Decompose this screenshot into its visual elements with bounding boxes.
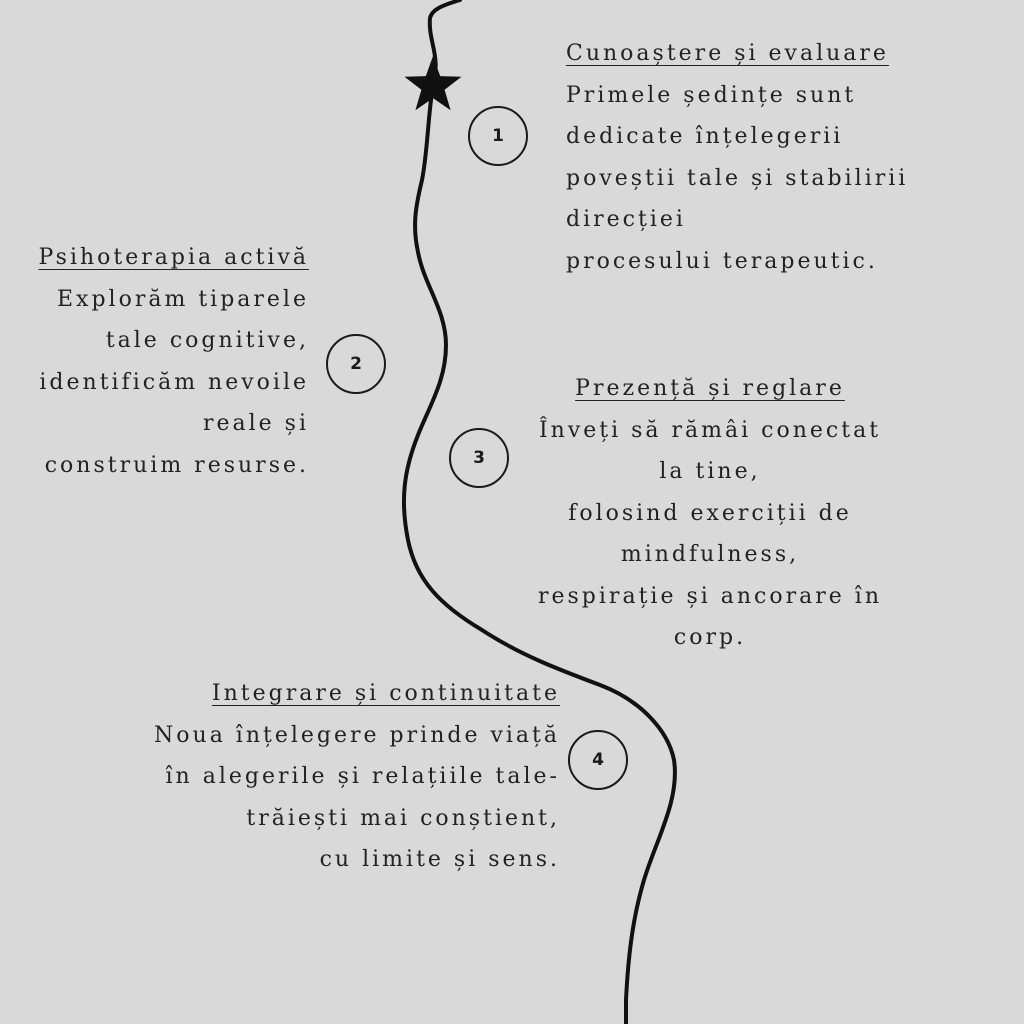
step-3-line: Înveți să rămâi conectat [538,417,882,443]
step-2-line: reale și [202,411,309,436]
step-3-title: Prezență și reglare [575,376,845,401]
step-3-line: folosind exerciții de [568,500,852,526]
step-2-line: construim resurse. [44,452,309,478]
step-3-line: mindfulness, [620,542,800,567]
step-3-line: respirație și ancorare în [537,583,882,609]
step-4-line: Noua înțelegere prinde viață [154,722,560,748]
step-2-title: Psihoterapia activă [38,245,309,270]
step-4-title: Integrare și continuitate [211,681,560,706]
step-1-line: dedicate înțelegerii [566,124,844,149]
star-icon [405,56,462,110]
step-2-number-badge: 2 [326,334,386,394]
step-4-line: în alegerile și relațiile tale- [165,764,560,789]
step-3-block [510,368,910,659]
step-4-number-badge: 4 [568,730,628,790]
step-2-line: Explorăm tiparele [57,286,309,312]
step-3-number-badge: 3 [449,428,509,488]
step-4-block [100,673,560,881]
step-1-line: direcției [566,207,686,232]
step-4-line: trăiești mai conștient, [246,805,560,831]
step-2-line: identificăm nevoile [39,369,309,395]
step-1-line: procesului terapeutic. [566,248,878,274]
step-3-line: corp. [673,625,747,650]
step-2-line: tale cognitive, [105,328,309,353]
step-1-title: Cunoaștere și evaluare [566,41,889,66]
step-1-block [566,33,908,282]
step-1-line: Primele ședințe sunt [566,82,857,108]
step-1-line: poveștii tale și stabilirii [566,165,909,191]
step-4-line: cu limite și sens. [319,847,560,872]
step-1-number-badge: 1 [468,106,528,166]
step-3-line: la tine, [659,459,761,484]
step-2-block [20,237,309,486]
